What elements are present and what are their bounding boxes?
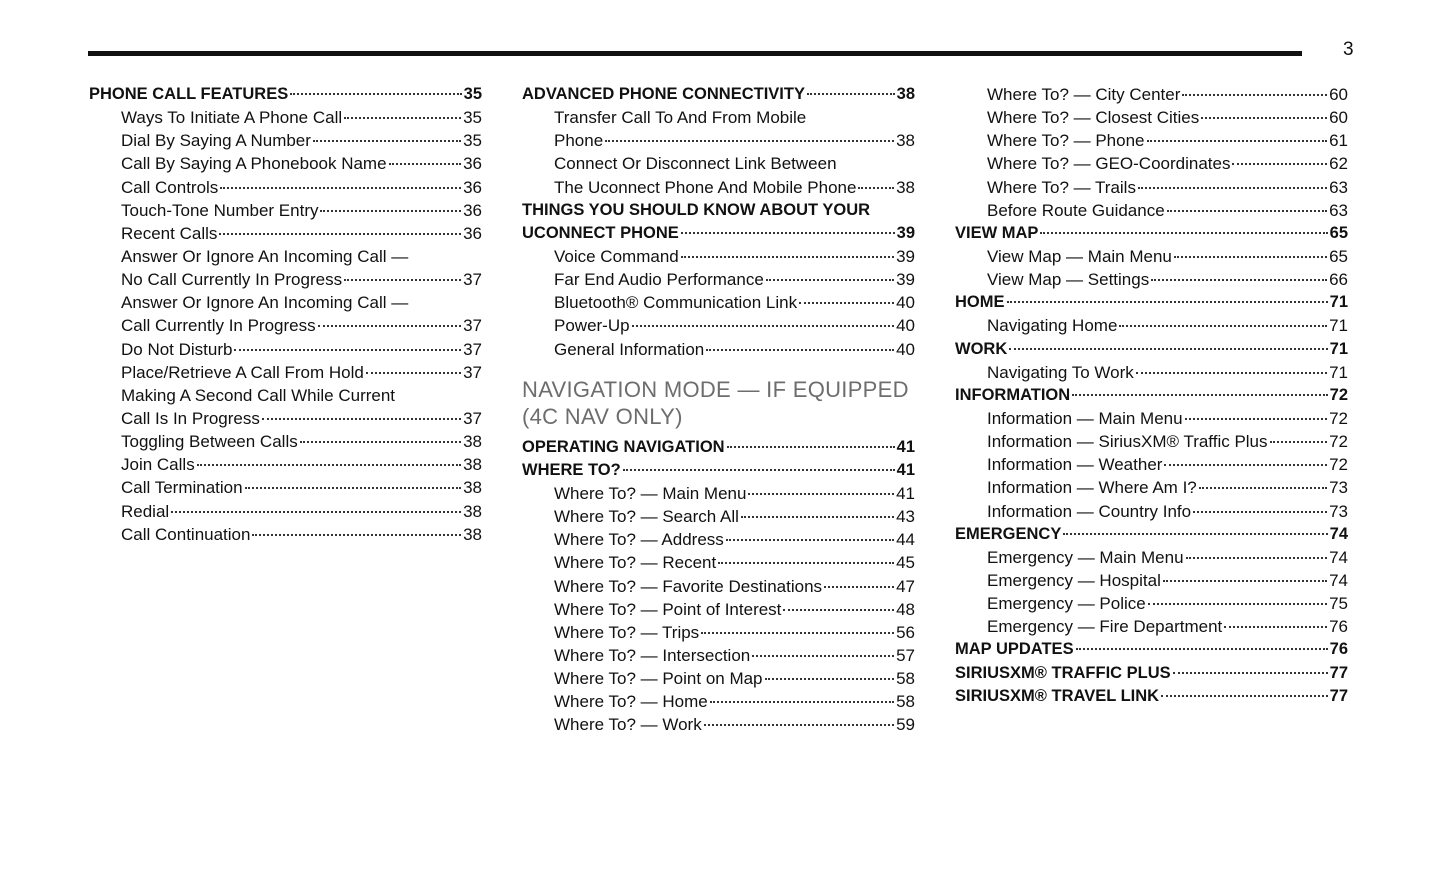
toc-entry[interactable]: [89, 222, 482, 245]
entry-title: PHONE CALL FEATURES: [89, 85, 289, 103]
dot-leader: [1164, 464, 1327, 466]
toc-heading-entry[interactable]: [522, 222, 915, 245]
dot-leader: [1040, 232, 1327, 234]
toc-entry[interactable]: [955, 245, 1348, 268]
dot-leader: [623, 469, 895, 471]
toc-entry[interactable]: [522, 106, 915, 129]
entry-title: Where To? — Main Menu: [554, 483, 747, 503]
toc-heading-entry[interactable]: [89, 83, 482, 106]
toc-entry[interactable]: [89, 245, 482, 268]
entry-title: VIEW MAP: [955, 223, 1039, 242]
entry-page-number: 77: [1329, 663, 1348, 682]
entry-title: SIRIUSXM® TRAVEL LINK: [955, 686, 1160, 705]
entry-title: Call Continuation: [121, 524, 251, 544]
dot-leader: [1201, 117, 1327, 119]
dot-leader: [752, 655, 894, 657]
dot-leader: [252, 534, 461, 536]
entry-title: Information — Where Am I?: [987, 478, 1197, 498]
dot-leader: [1072, 394, 1327, 396]
dot-leader: [1174, 256, 1327, 258]
toc-entry[interactable]: [522, 338, 915, 361]
entry-page-number: 44: [896, 530, 915, 550]
dot-leader: [1136, 372, 1327, 374]
dot-leader: [706, 349, 894, 351]
toc-entry[interactable]: [522, 551, 915, 574]
toc-entry[interactable]: [955, 314, 1348, 337]
dot-leader: [783, 609, 894, 611]
entry-title: Making A Second Call While Current: [121, 385, 396, 405]
toc-entry[interactable]: [955, 268, 1348, 291]
dot-leader: [344, 279, 461, 281]
entry-title: Connect Or Disconnect Link Between: [554, 154, 837, 174]
toc-entry[interactable]: [89, 176, 482, 199]
entry-page-number: 37: [463, 362, 482, 382]
entry-page-number: 63: [1329, 177, 1348, 197]
entry-title: Phone: [554, 131, 604, 151]
entry-title: View Map — Settings: [987, 270, 1150, 290]
entry-title: Far End Audio Performance: [554, 270, 764, 290]
toc-entry[interactable]: [89, 129, 482, 152]
entry-page-number: 38: [463, 524, 482, 544]
entry-title: Ways To Initiate A Phone Call: [121, 108, 343, 128]
dot-leader: [389, 163, 462, 165]
dot-leader: [704, 724, 894, 726]
toc-column-3: [955, 83, 1348, 708]
entry-title: Where To? — Recent: [554, 553, 717, 573]
entry-title: Do Not Disturb: [121, 339, 233, 359]
entry-page-number: 36: [463, 154, 482, 174]
entry-title: UCONNECT PHONE: [522, 223, 679, 242]
entry-page-number: 58: [896, 669, 915, 689]
toc-entry[interactable]: [522, 713, 915, 736]
toc-entry[interactable]: [522, 245, 915, 268]
entry-title: Where To? — Home: [554, 692, 708, 712]
dot-leader: [701, 632, 894, 634]
entry-page-number: 74: [1329, 524, 1348, 543]
entry-title: WORK: [955, 339, 1008, 358]
entry-title: Toggling Between Calls: [121, 432, 298, 452]
entry-page-number: 47: [896, 576, 915, 596]
entry-title: Dial By Saying A Number: [121, 131, 311, 151]
toc-entry[interactable]: [89, 152, 482, 175]
entry-title: Where To? — Trips: [554, 622, 700, 642]
toc-entry[interactable]: [955, 453, 1348, 476]
dot-leader: [727, 446, 895, 448]
entry-page-number: 71: [1329, 362, 1348, 382]
entry-title: Answer Or Ignore An Incoming Call —: [121, 246, 409, 266]
entry-title: View Map — Main Menu: [987, 246, 1172, 266]
toc-heading-entry[interactable]: [955, 338, 1348, 361]
entry-page-number: 73: [1329, 501, 1348, 521]
entry-title: OPERATING NAVIGATION: [522, 437, 725, 456]
toc-entry[interactable]: [522, 598, 915, 621]
dot-leader: [1185, 418, 1327, 420]
toc-heading-entry[interactable]: [955, 222, 1348, 245]
dot-leader: [748, 493, 894, 495]
dot-leader: [1163, 580, 1327, 582]
toc-entry[interactable]: [89, 106, 482, 129]
dot-leader: [1147, 140, 1328, 142]
entry-page-number: 35: [463, 108, 482, 128]
entry-page-number: 61: [1329, 131, 1348, 151]
entry-title: Emergency — Hospital: [987, 570, 1161, 590]
toc-entry[interactable]: [89, 500, 482, 523]
entry-page-number: 41: [896, 460, 915, 479]
dot-leader: [718, 562, 894, 564]
entry-page-number: 37: [463, 316, 482, 336]
toc-entry[interactable]: [955, 500, 1348, 523]
dot-leader: [320, 210, 461, 212]
toc-entry[interactable]: [522, 667, 915, 690]
entry-page-number: 59: [896, 715, 915, 735]
entry-page-number: 48: [896, 599, 915, 619]
dot-leader: [1076, 648, 1328, 650]
dot-leader: [1007, 301, 1328, 303]
toc-entry[interactable]: [89, 476, 482, 499]
entry-page-number: 57: [896, 645, 915, 665]
toc-entry[interactable]: [522, 291, 915, 314]
toc-heading-entry[interactable]: [955, 638, 1348, 661]
dot-leader: [219, 233, 461, 235]
entry-title: No Call Currently In Progress: [121, 270, 343, 290]
toc-entry[interactable]: [89, 384, 482, 407]
toc-heading-entry[interactable]: [955, 523, 1348, 546]
entry-page-number: 36: [463, 223, 482, 243]
toc-entry[interactable]: [89, 453, 482, 476]
entry-page-number: 65: [1329, 223, 1348, 242]
dot-leader: [858, 187, 894, 189]
entry-page-number: 72: [1329, 455, 1348, 475]
toc-entry[interactable]: [955, 106, 1348, 129]
toc-entry[interactable]: [522, 644, 915, 667]
entry-title: General Information: [554, 339, 705, 359]
entry-page-number: 40: [896, 293, 915, 313]
entry-title: Where To? — Point on Map: [554, 669, 763, 689]
entry-title: Information — Weather: [987, 455, 1163, 475]
entry-page-number: 60: [1329, 108, 1348, 128]
dot-leader: [366, 372, 461, 374]
entry-title: Answer Or Ignore An Incoming Call —: [121, 293, 409, 313]
entry-title: Call Is In Progress: [121, 408, 260, 428]
entry-page-number: 75: [1329, 594, 1348, 614]
dot-leader: [1224, 626, 1327, 628]
toc-heading-entry[interactable]: [522, 436, 915, 459]
dot-leader: [799, 302, 894, 304]
entry-page-number: 66: [1329, 270, 1348, 290]
toc-heading-entry[interactable]: [955, 685, 1348, 708]
dot-leader: [807, 93, 895, 95]
toc-entry[interactable]: [955, 176, 1348, 199]
entry-title: INFORMATION: [955, 385, 1071, 404]
entry-page-number: 56: [896, 622, 915, 642]
toc-entry[interactable]: [89, 523, 482, 546]
toc-entry[interactable]: [955, 592, 1348, 615]
entry-title: ADVANCED PHONE CONNECTIVITY: [522, 85, 805, 103]
section-heading-line: (4C NAV ONLY): [522, 403, 683, 429]
dot-leader: [262, 418, 461, 420]
entry-title: Information — SiriusXM® Traffic Plus: [987, 432, 1268, 452]
entry-title: Where To? — Phone: [987, 131, 1145, 151]
entry-title: Where To? — Search All: [554, 507, 739, 527]
entry-page-number: 36: [463, 177, 482, 197]
entry-title: SIRIUSXM® TRAFFIC PLUS: [955, 663, 1171, 682]
dot-leader: [1138, 187, 1327, 189]
dot-leader: [290, 93, 461, 95]
entry-title: Call By Saying A Phonebook Name: [121, 154, 387, 174]
entry-page-number: 38: [463, 455, 482, 475]
dot-leader: [234, 349, 461, 351]
toc-heading-entry[interactable]: [955, 384, 1348, 407]
toc-entry[interactable]: [955, 430, 1348, 453]
dot-leader: [1199, 487, 1327, 489]
entry-page-number: 38: [463, 432, 482, 452]
entry-page-number: 37: [463, 408, 482, 428]
toc-entry[interactable]: [955, 546, 1348, 569]
entry-title: Touch-Tone Number Entry: [121, 200, 319, 220]
dot-leader: [1232, 163, 1327, 165]
dot-leader: [1063, 533, 1327, 535]
entry-page-number: 60: [1329, 85, 1348, 104]
toc-column-2: [522, 83, 915, 737]
toc-entry[interactable]: [522, 505, 915, 528]
entry-title: Redial: [121, 501, 170, 521]
section-heading: [522, 376, 915, 430]
toc-entry[interactable]: [955, 361, 1348, 384]
entry-title: Where To? — Intersection: [554, 645, 751, 665]
entry-title: MAP UPDATES: [955, 640, 1074, 659]
entry-page-number: 65: [1329, 246, 1348, 266]
toc-entry[interactable]: [522, 268, 915, 291]
dot-leader: [765, 678, 895, 680]
entry-page-number: 37: [463, 270, 482, 290]
entry-page-number: 62: [1329, 154, 1348, 174]
dot-leader: [1151, 279, 1327, 281]
dot-leader: [1186, 557, 1328, 559]
entry-title: WHERE TO?: [522, 460, 621, 479]
entry-page-number: 73: [1329, 478, 1348, 498]
entry-title: The Uconnect Phone And Mobile Phone: [554, 177, 857, 197]
toc-column-1: [89, 83, 482, 546]
dot-leader: [681, 232, 895, 234]
entry-title: Call Controls: [121, 177, 219, 197]
entry-title: Emergency — Fire Department: [987, 617, 1223, 637]
dot-leader: [681, 256, 894, 258]
entry-page-number: 38: [896, 85, 915, 103]
entry-page-number: 38: [463, 478, 482, 498]
toc-entry[interactable]: [955, 615, 1348, 638]
dot-leader: [605, 140, 894, 142]
toc-entry[interactable]: [89, 407, 482, 430]
entry-page-number: 43: [896, 507, 915, 527]
toc-entry[interactable]: [522, 129, 915, 152]
entry-page-number: 39: [896, 270, 915, 290]
entry-title: Call Termination: [121, 478, 243, 498]
header-rule: [88, 51, 1302, 56]
dot-leader: [318, 325, 461, 327]
dot-leader: [344, 117, 461, 119]
toc-entry[interactable]: [522, 621, 915, 644]
entry-title: Where To? — Trails: [987, 177, 1136, 197]
section-heading-line: NAVIGATION MODE — IF EQUIPPED: [522, 376, 909, 402]
dot-leader: [726, 539, 894, 541]
toc-entry[interactable]: [522, 575, 915, 598]
entry-title: Where To? — Point of Interest: [554, 599, 782, 619]
entry-title: Place/Retrieve A Call From Hold: [121, 362, 364, 382]
entry-page-number: 40: [896, 339, 915, 359]
entry-page-number: 72: [1329, 432, 1348, 452]
dot-leader: [1270, 441, 1328, 443]
entry-page-number: 38: [463, 501, 482, 521]
toc-entry[interactable]: [955, 199, 1348, 222]
entry-title: Call Currently In Progress: [121, 316, 316, 336]
entry-page-number: 39: [896, 246, 915, 266]
dot-leader: [1009, 348, 1327, 350]
entry-title: Navigating To Work: [987, 362, 1134, 382]
toc-entry[interactable]: [89, 268, 482, 291]
toc-heading-entry[interactable]: [955, 662, 1348, 685]
entry-page-number: 36: [463, 200, 482, 220]
dot-leader: [1173, 672, 1328, 674]
entry-title: Information — Main Menu: [987, 408, 1183, 428]
dot-leader: [245, 487, 462, 489]
entry-page-number: 72: [1329, 408, 1348, 428]
entry-title: Where To? — Favorite Destinations: [554, 576, 823, 596]
entry-title: Join Calls: [121, 455, 195, 475]
page-number: 3: [1343, 39, 1354, 60]
toc-entry[interactable]: [522, 176, 915, 199]
entry-page-number: 76: [1329, 640, 1348, 659]
toc-entry[interactable]: [522, 528, 915, 551]
entry-page-number: 35: [463, 85, 482, 103]
dot-leader: [1161, 695, 1328, 697]
entry-title: Where To? — Address: [554, 530, 724, 550]
dot-leader: [197, 464, 461, 466]
entry-page-number: 71: [1329, 339, 1348, 358]
entry-page-number: 58: [896, 692, 915, 712]
dot-leader: [1193, 511, 1327, 513]
dot-leader: [766, 279, 894, 281]
dot-leader: [824, 586, 894, 588]
toc-entry[interactable]: [89, 361, 482, 384]
entry-title: Voice Command: [554, 246, 679, 266]
dot-leader: [171, 511, 461, 513]
entry-page-number: 77: [1329, 686, 1348, 705]
entry-title: THINGS YOU SHOULD KNOW ABOUT YOUR: [522, 200, 871, 219]
toc-entry[interactable]: [89, 314, 482, 337]
entry-page-number: 41: [896, 483, 915, 503]
entry-title: HOME: [955, 293, 1005, 312]
toc-entry[interactable]: [955, 83, 1348, 106]
entry-page-number: 74: [1329, 570, 1348, 590]
dot-leader: [313, 140, 461, 142]
toc-entry[interactable]: [955, 407, 1348, 430]
toc-entry[interactable]: [522, 482, 915, 505]
entry-title: Recent Calls: [121, 223, 218, 243]
entry-title: Where To? — GEO-Coordinates: [987, 154, 1231, 174]
toc-heading-entry[interactable]: [522, 459, 915, 482]
dot-leader: [1148, 603, 1327, 605]
entry-title: EMERGENCY: [955, 524, 1062, 543]
entry-title: Where To? — City Center: [987, 85, 1181, 104]
entry-title: Power-Up: [554, 316, 630, 336]
toc-entry[interactable]: [955, 152, 1348, 175]
entry-title: Where To? — Closest Cities: [987, 108, 1200, 128]
entry-page-number: 71: [1329, 316, 1348, 336]
toc-entry[interactable]: [955, 569, 1348, 592]
entry-page-number: 38: [896, 131, 915, 151]
toc-entry[interactable]: [89, 338, 482, 361]
entry-title: Emergency — Police: [987, 594, 1146, 614]
toc-heading-entry[interactable]: [522, 199, 915, 222]
entry-page-number: 39: [896, 223, 915, 242]
entry-page-number: 37: [463, 339, 482, 359]
entry-title: Bluetooth® Communication Link: [554, 293, 798, 313]
dot-leader: [632, 325, 894, 327]
toc-entry[interactable]: [522, 690, 915, 713]
entry-page-number: 76: [1329, 617, 1348, 637]
toc-entry[interactable]: [89, 430, 482, 453]
entry-title: Information — Country Info: [987, 501, 1192, 521]
entry-page-number: 71: [1329, 293, 1348, 312]
entry-title: Navigating Home: [987, 316, 1118, 336]
toc-heading-entry[interactable]: [522, 83, 915, 106]
entry-page-number: 72: [1329, 385, 1348, 404]
dot-leader: [1182, 94, 1327, 96]
toc-entry[interactable]: [955, 129, 1348, 152]
dot-leader: [741, 516, 894, 518]
entry-title: Transfer Call To And From Mobile: [554, 108, 807, 128]
toc-entry[interactable]: [955, 476, 1348, 499]
entry-page-number: 35: [463, 131, 482, 151]
toc-entry[interactable]: [89, 199, 482, 222]
toc-entry[interactable]: [522, 314, 915, 337]
entry-page-number: 45: [896, 553, 915, 573]
toc-heading-entry[interactable]: [955, 291, 1348, 314]
toc-entry[interactable]: [522, 152, 915, 175]
entry-page-number: 38: [896, 177, 915, 197]
entry-page-number: 74: [1329, 547, 1348, 567]
dot-leader: [300, 441, 461, 443]
entry-title: Where To? — Work: [554, 715, 702, 735]
dot-leader: [1167, 210, 1327, 212]
dot-leader: [220, 187, 461, 189]
entry-title: Before Route Guidance: [987, 200, 1165, 220]
toc-entry[interactable]: [89, 291, 482, 314]
entry-title: Emergency — Main Menu: [987, 547, 1184, 567]
entry-page-number: 63: [1329, 200, 1348, 220]
entry-page-number: 41: [896, 437, 915, 456]
dot-leader: [710, 701, 894, 703]
entry-page-number: 40: [896, 316, 915, 336]
dot-leader: [1119, 325, 1327, 327]
